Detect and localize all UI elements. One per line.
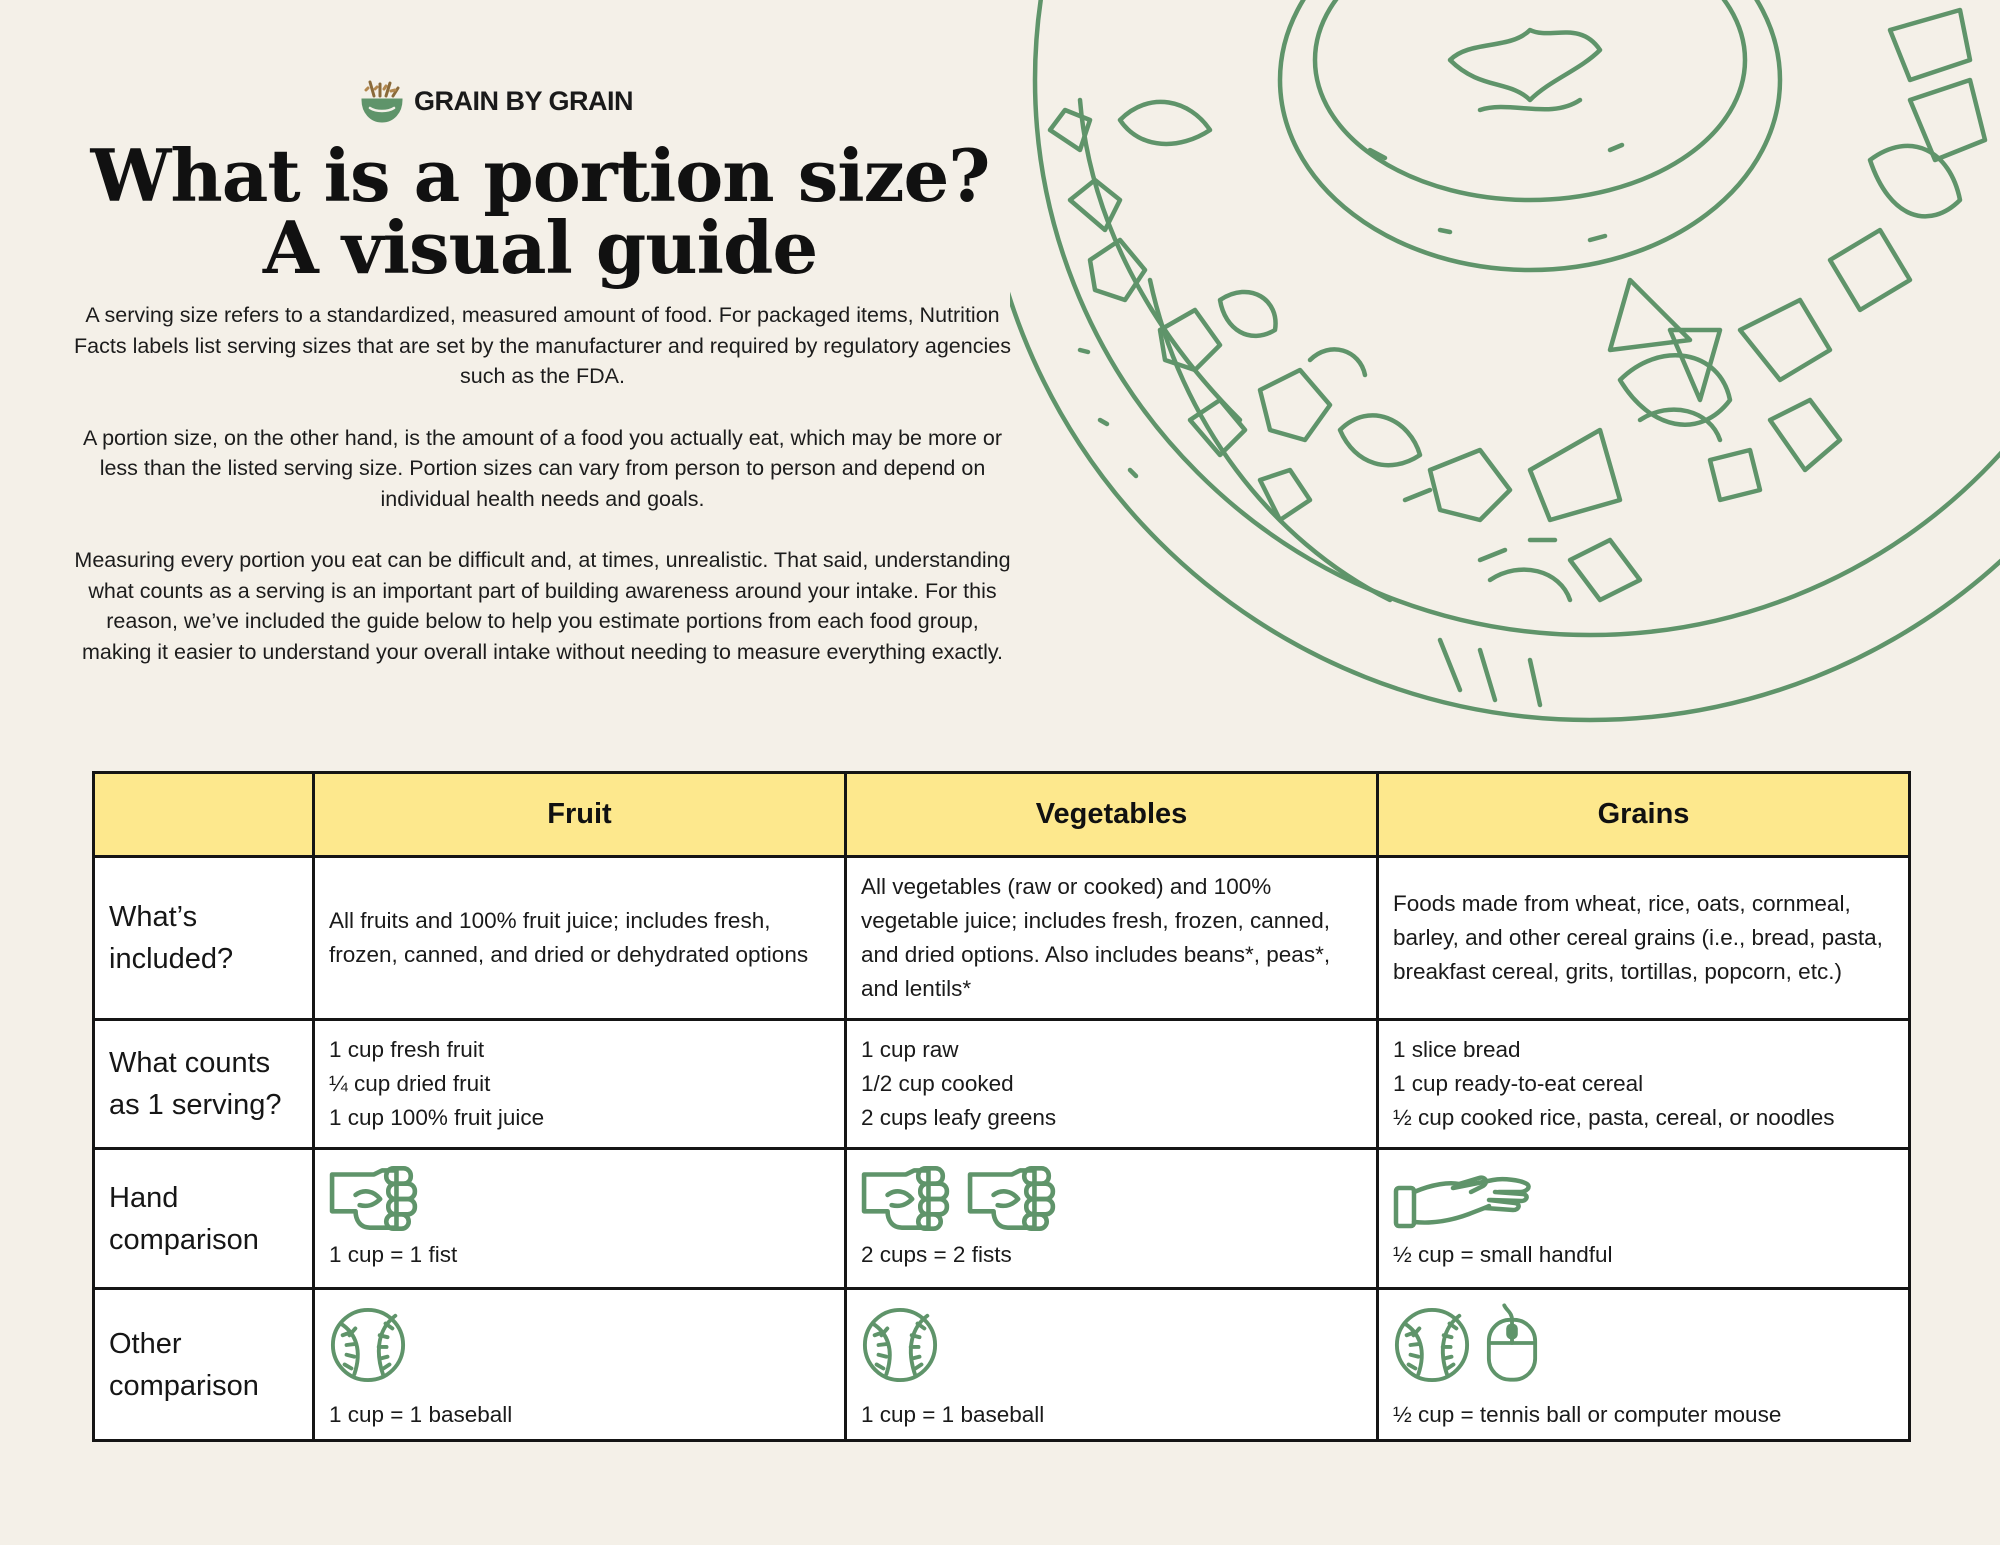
intro-paragraph-3: Measuring every portion you eat can be difficult and, at times, unrealistic. That said, understanding what counts as a serving is an important part of building awareness around your intake. For this reason, we’ve included the guide below to help you estimate portions from each food group, making it easier to understand your overall intake without needing to measure everything exactly. <box>74 548 1011 664</box>
grain-bowl-icon <box>360 78 404 124</box>
other-grains-cell <box>1378 1289 1910 1441</box>
included-vegetables-cell: All vegetables (raw or cooked) and 100% vegetable juice; includes fresh, frozen, canned, and dried options. Also includes beans*, peas*, and lentils* <box>846 857 1378 1020</box>
serving-grains-cell <box>1378 1020 1910 1149</box>
serving-vegetables-line-1: 1 cup raw <box>861 1037 959 1062</box>
serving-grains-line-3: ½ cup cooked rice, pasta, cereal, or noodles <box>1393 1105 1835 1130</box>
brand-name: GRAIN BY GRAIN <box>414 85 634 116</box>
row-label-included: What’s included? <box>94 857 314 1020</box>
serving-fruit-line-2: ¼ cup dried fruit <box>329 1071 491 1096</box>
header-grains: Grains <box>1378 773 1910 857</box>
serving-grains-line-1: 1 slice bread <box>1393 1037 1521 1062</box>
intro-text <box>70 300 1015 698</box>
hand-vegetables-caption: 2 cups = 2 fists <box>861 1242 1012 1267</box>
baseball-icon <box>329 1306 407 1384</box>
header-fruit: Fruit <box>314 773 846 857</box>
fist-icon <box>967 1164 1059 1232</box>
salad-bowl-illustration <box>1010 0 2000 740</box>
computer-mouse-icon <box>1485 1302 1539 1384</box>
row-label-hand: Hand comparison <box>94 1149 314 1289</box>
table-row-hand-comparison <box>94 1149 1910 1289</box>
title-line-2: A visual guide <box>262 205 818 290</box>
included-grains-cell: Foods made from wheat, rice, oats, cornmeal, barley, and other cereal grains (i.e., bread, pasta, breakfast cereal, grits, tortillas, popcorn, etc.) <box>1378 857 1910 1020</box>
serving-grains-line-2: 1 cup ready-to-eat cereal <box>1393 1071 1644 1096</box>
table-row-whats-included <box>94 857 1910 1020</box>
hand-vegetables-cell <box>846 1149 1378 1289</box>
hand-fruit-caption: 1 cup = 1 fist <box>329 1242 458 1267</box>
fist-icon <box>329 1164 421 1232</box>
other-vegetables-cell <box>846 1289 1378 1441</box>
serving-vegetables-line-3: 2 cups leafy greens <box>861 1105 1057 1130</box>
other-fruit-cell <box>314 1289 846 1441</box>
other-grains-caption: ½ cup = tennis ball or computer mouse <box>1393 1402 1782 1427</box>
table-row-one-serving <box>94 1020 1910 1149</box>
other-vegetables-caption: 1 cup = 1 baseball <box>861 1402 1045 1427</box>
fist-icon <box>861 1164 953 1232</box>
title-line-1: What is a portion size? <box>90 133 990 218</box>
table-header-row <box>94 773 1910 857</box>
hand-fruit-cell <box>314 1149 846 1289</box>
row-label-serving: What counts as 1 serving? <box>94 1020 314 1149</box>
page-title <box>70 133 1010 290</box>
hand-grains-cell <box>1378 1149 1910 1289</box>
table-row-other-comparison <box>94 1289 1910 1441</box>
serving-vegetables-cell <box>846 1020 1378 1149</box>
row-label-other: Other comparison <box>94 1289 314 1441</box>
serving-fruit-line-1: 1 cup fresh fruit <box>329 1037 485 1062</box>
baseball-icon <box>861 1306 939 1384</box>
portion-table <box>92 771 1911 1442</box>
included-fruit-cell: All fruits and 100% fruit juice; includes fresh, frozen, canned, and dried or dehydrated options <box>314 857 846 1020</box>
intro-paragraph-2: A portion size, on the other hand, is the amount of a food you actually eat, which may be more or less than the listed serving size. Portion sizes can vary from person to person and depend on individual health needs and goals. <box>82 425 1003 511</box>
other-fruit-caption: 1 cup = 1 baseball <box>329 1402 513 1427</box>
serving-fruit-cell <box>314 1020 846 1149</box>
brand <box>360 78 633 124</box>
hand-grains-caption: ½ cup = small handful <box>1393 1242 1613 1267</box>
open-hand-icon <box>1393 1170 1533 1232</box>
table-corner-cell <box>94 773 314 857</box>
header-vegetables: Vegetables <box>846 773 1378 857</box>
intro-paragraph-1: A serving size refers to a standardized, measured amount of food. For packaged items, Nutrition Facts labels list serving sizes that are set by the manufacturer and required by regulatory agencies such as the FDA. <box>74 303 1011 388</box>
tennis-ball-icon <box>1393 1306 1471 1384</box>
serving-fruit-line-3: 1 cup 100% fruit juice <box>329 1105 545 1130</box>
serving-vegetables-line-2: 1/2 cup cooked <box>861 1071 1014 1096</box>
